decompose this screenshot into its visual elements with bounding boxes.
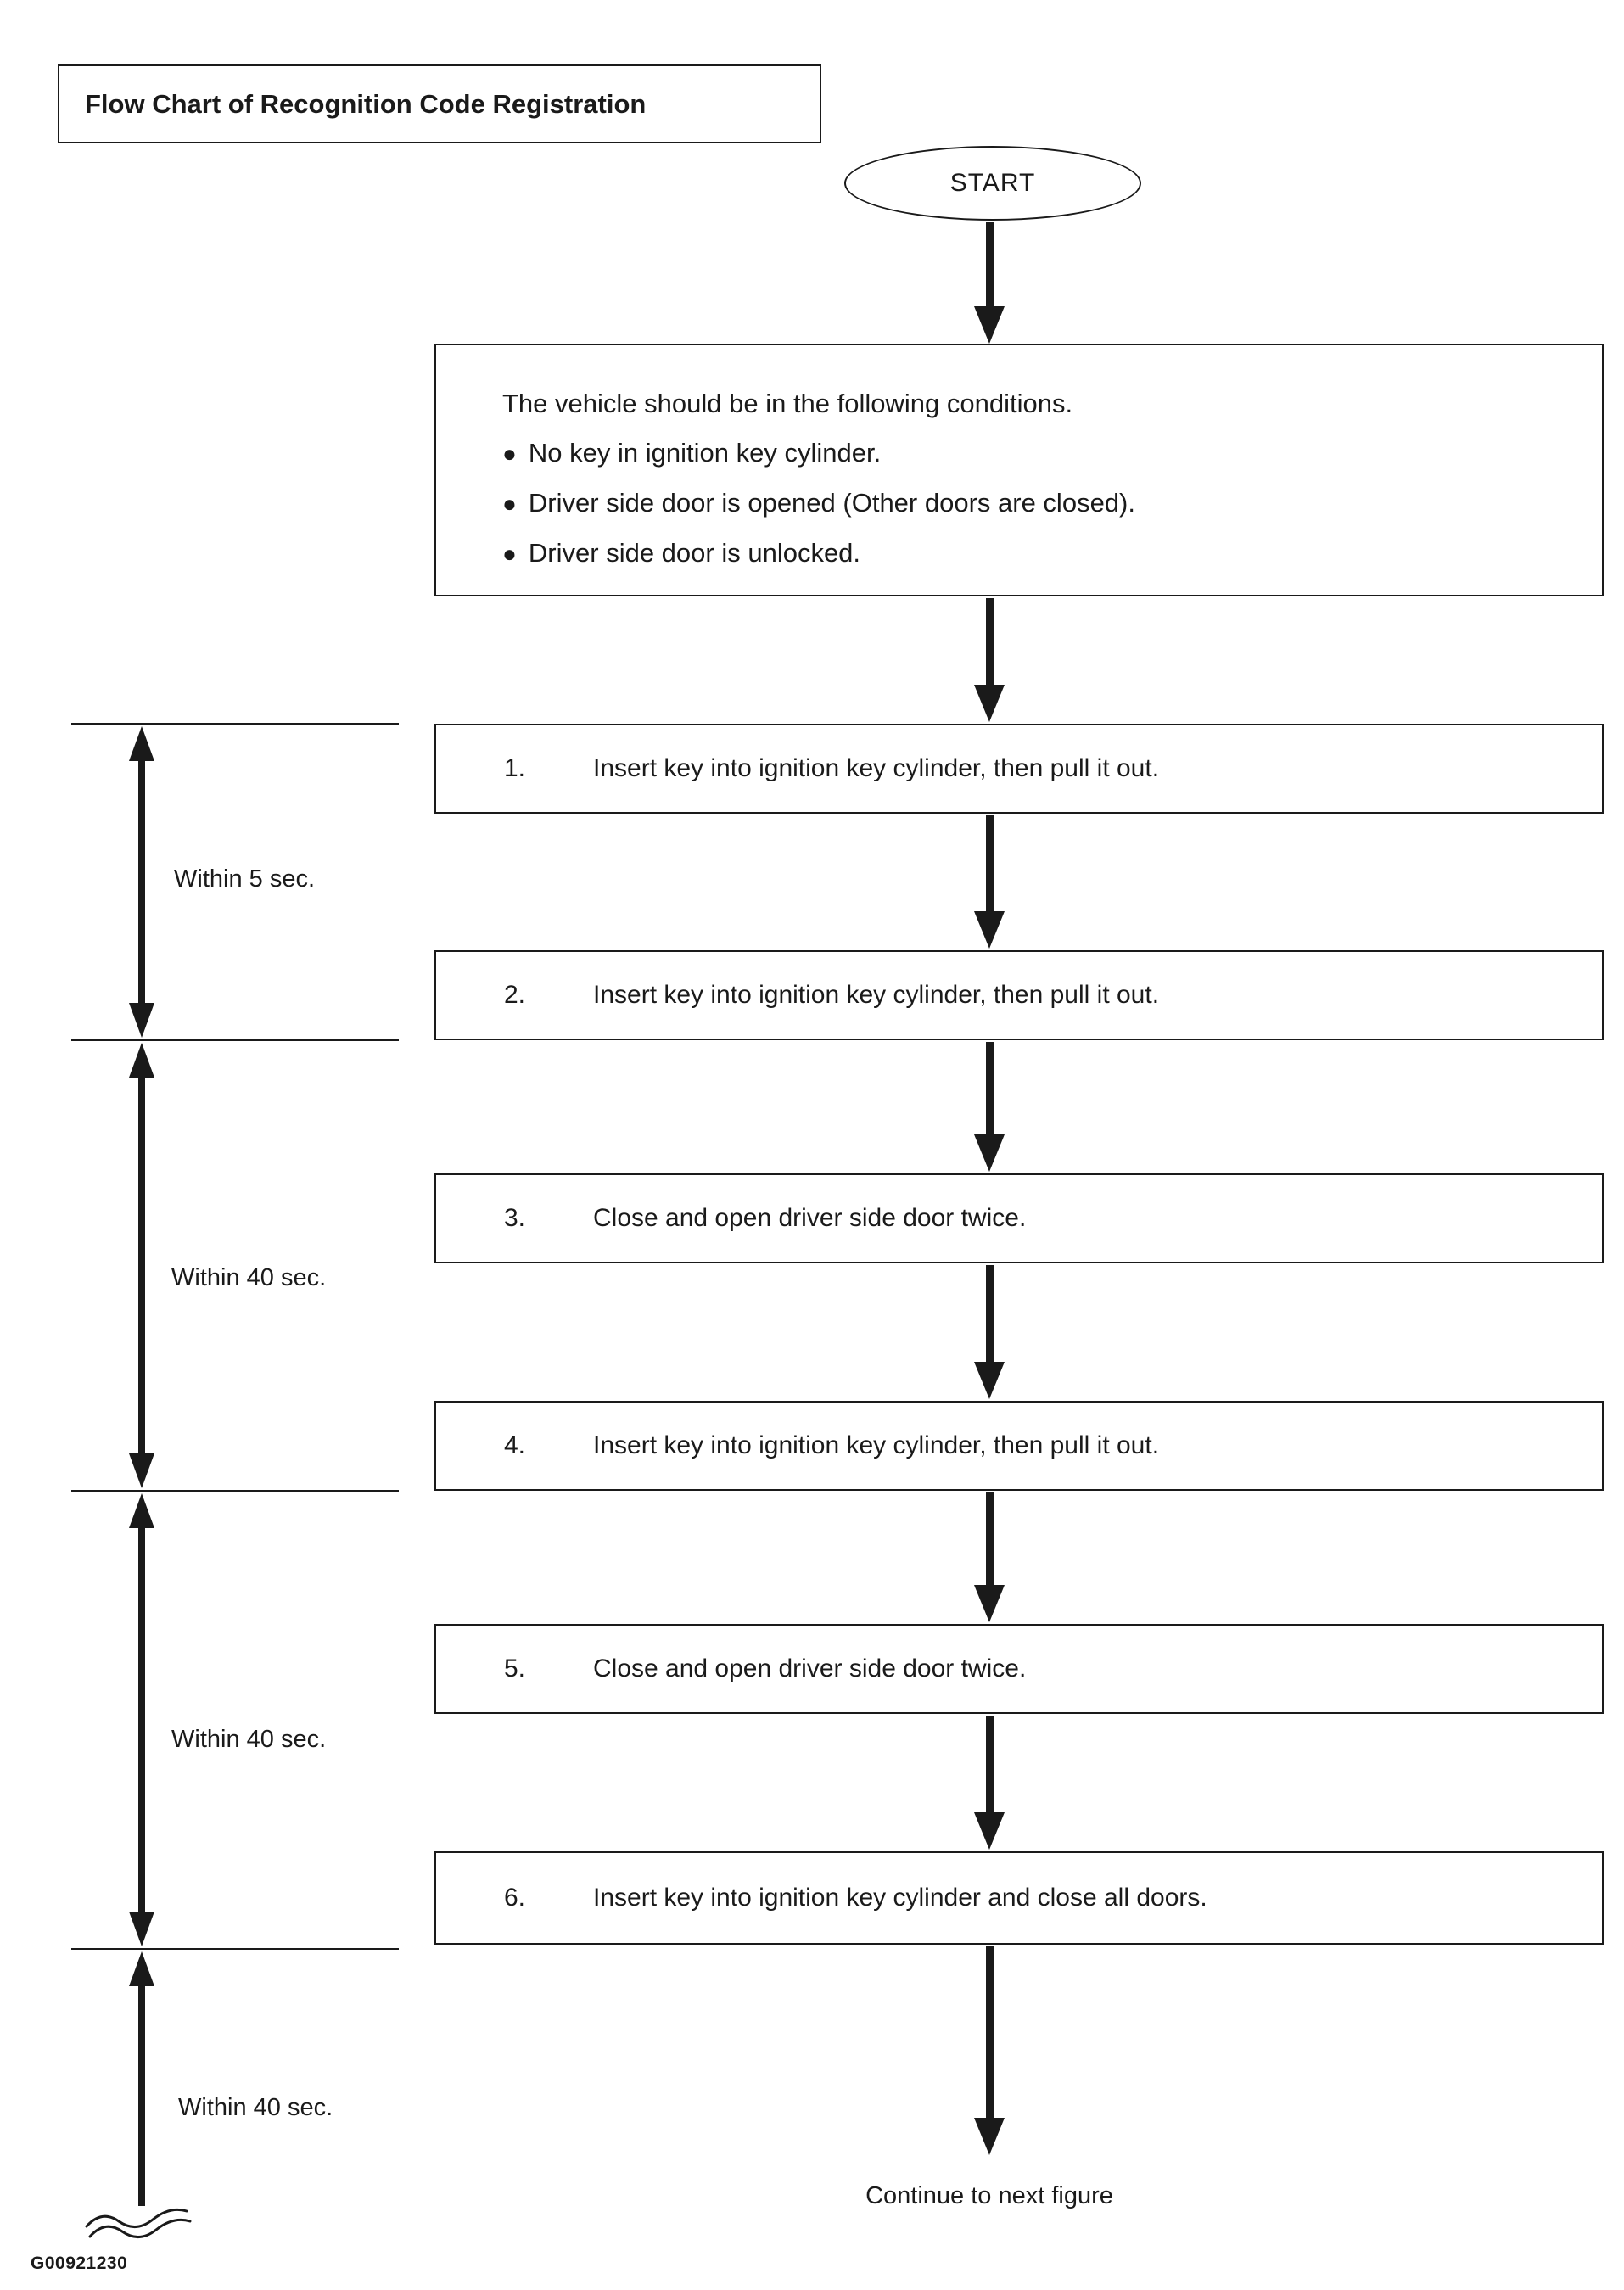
step-text: Close and open driver side door twice. — [593, 1204, 1027, 1232]
break-squiggle-icon — [81, 2203, 200, 2251]
flow-arrow-start — [974, 222, 1005, 344]
condition-text: No key in ignition key cylinder. — [528, 438, 882, 468]
timer-arrow-4 — [128, 1951, 155, 2206]
step-text: Close and open driver side door twice. — [593, 1655, 1027, 1683]
step-text: Insert key into ignition key cylinder, then pull it out. — [593, 1431, 1160, 1459]
step-box-2 — [434, 950, 1604, 1040]
bullet-icon: ● — [502, 490, 517, 517]
condition-text: Driver side door is unlocked. — [528, 538, 861, 568]
timer-label-1: Within 5 sec. — [174, 865, 315, 893]
step-text: Insert key into ignition key cylinder, then pull it out. — [593, 981, 1160, 1009]
arrow-head-down-icon — [129, 1453, 154, 1488]
flow-arrow-5 — [974, 1492, 1005, 1622]
timer-label-2: Within 40 sec. — [171, 1264, 327, 1291]
continue-note: Continue to next figure — [865, 2182, 1113, 2209]
arrow-head-down-icon — [974, 1585, 1005, 1622]
arrow-head-down-icon — [974, 1362, 1005, 1399]
arrow-head-down-icon — [974, 2118, 1005, 2155]
page-title-box — [58, 64, 821, 143]
arrow-head-down-icon — [974, 911, 1005, 949]
arrow-head-up-icon — [129, 1043, 154, 1078]
condition-item-1 — [502, 428, 1582, 479]
arrow-shaft — [986, 815, 994, 911]
arrow-shaft — [138, 1528, 145, 1912]
timer-tick-line-2 — [71, 1039, 399, 1041]
bullet-icon: ● — [502, 540, 517, 567]
step-text: Insert key into ignition key cylinder and close all doors. — [593, 1884, 1207, 1912]
step-box-1 — [434, 724, 1604, 814]
condition-item-3 — [502, 529, 1582, 579]
arrow-shaft — [986, 1042, 994, 1134]
step-box-5 — [434, 1624, 1604, 1714]
step-box-3 — [434, 1173, 1604, 1263]
timer-arrow-3 — [128, 1493, 155, 1946]
flow-arrow-7 — [974, 1946, 1005, 2155]
timer-arrow-2 — [128, 1043, 155, 1488]
step-number: 1. — [504, 754, 526, 782]
flow-arrow-4 — [974, 1265, 1005, 1399]
flow-arrow-3 — [974, 1042, 1005, 1172]
arrow-shaft — [986, 1492, 994, 1585]
arrow-head-up-icon — [129, 1493, 154, 1528]
step-number: 6. — [504, 1884, 526, 1912]
start-node — [844, 146, 1141, 221]
timer-label-3: Within 40 sec. — [171, 1726, 327, 1753]
arrow-shaft — [138, 1986, 145, 2206]
arrow-shaft — [986, 598, 994, 685]
arrow-shaft — [138, 761, 145, 1003]
bullet-icon: ● — [502, 440, 517, 467]
step-number: 2. — [504, 981, 526, 1009]
step-box-4 — [434, 1401, 1604, 1491]
condition-text: Driver side door is opened (Other doors are closed). — [528, 488, 1135, 518]
timer-tick-line-1 — [71, 723, 399, 725]
flow-arrow-1 — [974, 598, 1005, 722]
conditions-intro: The vehicle should be in the following conditions. — [502, 389, 1073, 418]
arrow-head-down-icon — [129, 1003, 154, 1038]
arrow-head-down-icon — [129, 1912, 154, 1946]
timer-tick-line-4 — [71, 1948, 399, 1950]
arrow-shaft — [986, 1946, 994, 2118]
timer-label-4: Within 40 sec. — [178, 2094, 333, 2121]
arrow-shaft — [986, 1716, 994, 1812]
step-text: Insert key into ignition key cylinder, then pull it out. — [593, 754, 1160, 782]
start-label: START — [949, 169, 1036, 197]
arrow-head-down-icon — [974, 685, 1005, 722]
step-number: 5. — [504, 1655, 526, 1683]
condition-item-2 — [502, 479, 1582, 529]
arrow-shaft — [138, 1078, 145, 1453]
arrow-head-down-icon — [974, 1134, 1005, 1172]
timer-tick-line-3 — [71, 1490, 399, 1492]
figure-id: G00921230 — [31, 2254, 128, 2273]
flow-arrow-2 — [974, 815, 1005, 949]
step-number: 3. — [504, 1204, 526, 1232]
step-box-6 — [434, 1851, 1604, 1945]
arrow-shaft — [986, 222, 994, 306]
conditions-box — [434, 344, 1604, 596]
step-number: 4. — [504, 1431, 526, 1459]
page-title: Flow Chart of Recognition Code Registration — [85, 88, 647, 119]
flow-arrow-6 — [974, 1716, 1005, 1850]
arrow-head-down-icon — [974, 306, 1005, 344]
arrow-head-up-icon — [129, 726, 154, 761]
timer-arrow-1 — [128, 726, 155, 1038]
arrow-head-up-icon — [129, 1951, 154, 1986]
arrow-shaft — [986, 1265, 994, 1362]
arrow-head-down-icon — [974, 1812, 1005, 1850]
